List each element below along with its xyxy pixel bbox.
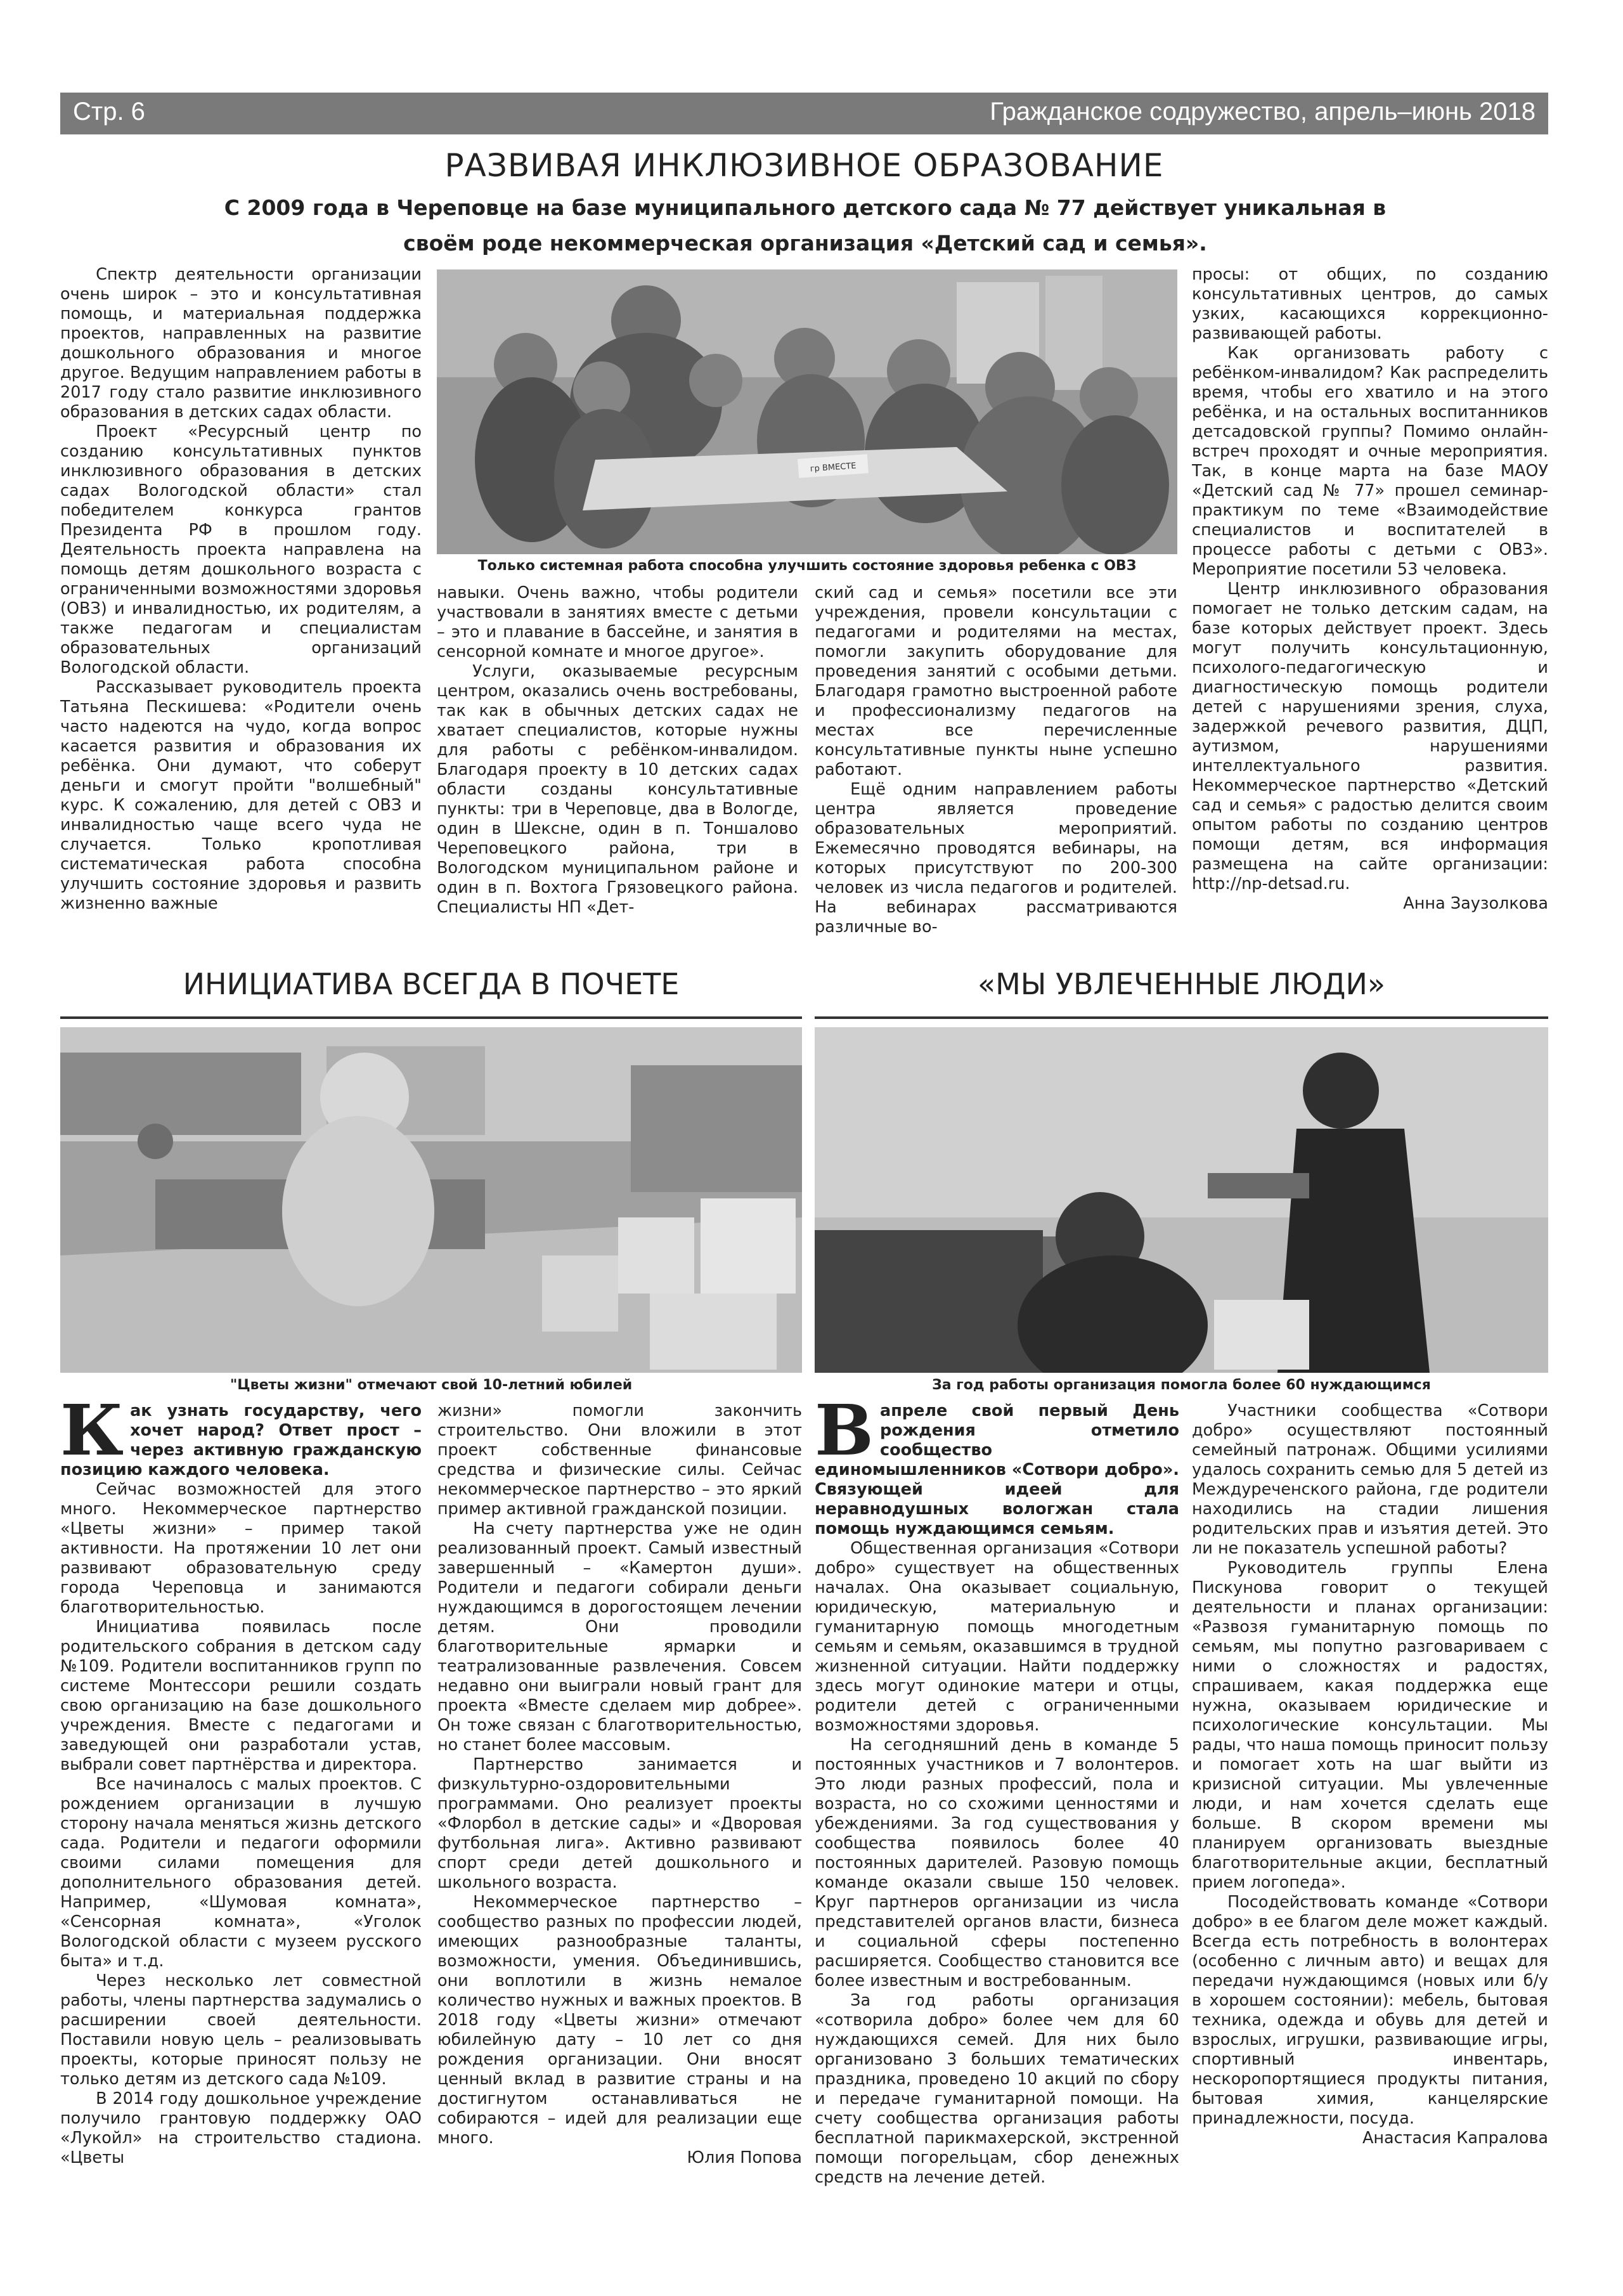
article3-column-2 — [1192, 1401, 1548, 2245]
article1-title: РАЗВИВАЯ ИНКЛЮЗИВНОЕ ОБРАЗОВАНИЕ — [444, 147, 1164, 184]
author-signature: Анастасия Капралова — [1362, 2129, 1548, 2148]
paragraph: Руководитель группы Елена Пискунова говорит о текущей деятельности и планах организации: «Развозя гуманитарную помощь по семьям, мы попутно разговариваем с ними о сложностях и радостях, спрашиваем, какая поддержка еще нужна, оказываем юридические и психологические консультации. Мы рады, что наша помощь приносит пользу и помогает хоть на шаг выйти из кризисной ситуации. Мы увлеченные люди, и нам хочется сделать еще больше. В скором времени мы планируем организовать выездные благотворительные акции, бесплатный прием логопеда». — [1192, 1559, 1548, 1892]
paragraph: Услуги, оказываемые ресурсным центром, оказались очень востребованы, так как в обычных детских садах не хватает специалистов, которые нужны для работы с ребёнком-инвалидом. Благодаря проекту в 10 детских садах области созданы консультативные пункты: три в Череповце, два в Вологде, один в Шексне, один в п. Тоншалово Череповецкого района, три в Вологодском муниципальном районе и один в п. Вохтога Грязовецкого района. Специалисты НП «Дет- — [437, 662, 798, 917]
article2-title: ИНИЦИАТИВА ВСЕГДА В ПОЧЕТЕ — [183, 967, 680, 1001]
paragraph: просы: от общих, по созданию консультативных центров, до самых узких, касающихся коррекционно-развивающей работы. — [1192, 265, 1548, 343]
page-header-bar — [60, 93, 1548, 134]
article3-photo-caption: За год работы организация помогла более 60 нуждающимся — [932, 1377, 1431, 1393]
paragraph: Как организовать работу с ребёнком-инвалидом? Как распределить время, чтобы его хватило и на этого ребёнка, и на остальных воспитанников детсадовской группы? Помимо онлайн-встреч проходят и очные мероприятия. Так, в конце марта на базе МАОУ «Детский сад № 77» прошел семинар-практикум по теме «Взаимодействие специалистов и воспитателей в процессе работы с детьми с ОВЗ». Мероприятие посетили 53 человека. — [1192, 344, 1548, 579]
author-signature: Анна Заузолкова — [1403, 894, 1548, 913]
author-signature: Юлия Попова — [687, 2148, 802, 2167]
paragraph: Посодействовать команде «Сотвори добро» в ее благом деле может каждый. Всегда есть потребность в волонтерах (особенно с личным авто) и вещах для передачи нуждающимся (новых или б/у в хорошем состоянии): мебель, бытовая техника, одежда и обувь для детей и взрослых, игрушки, развивающие игры, спортивный инвентарь, нескоропортящиеся продукты питания, бытовая химия, канцелярские принадлежности, посуда. — [1192, 1893, 1548, 2128]
article1-column-4 — [1192, 265, 1548, 947]
paragraph: Общественная организация «Сотвори добро» существует на общественных началах. Она оказывает социальную, юридическую, материальную и гуманитарную помощь многодетным семьям и семьям, оказавшимся в трудной жизненной ситуации. Найти поддержку здесь могут одинокие матери и отцы, родители детей с ограниченными возможностями здоровья. — [815, 1539, 1179, 1735]
article1-photo-caption: Только системная работа способна улучшить состояние здоровья ребенка с ОВЗ — [477, 558, 1137, 574]
paragraph: Проект «Ресурсный центр по созданию консультативных пунктов инклюзивного образования в детских садах Вологодской области» стал победителем конкурса грантов Президента РФ в прошлом году. Деятельность проекта направлена на помощь детям дошкольного возраста с ограниченными возможностями здоровья (ОВЗ) и инвалидностью, их родителям, а также педагогам и специалистам образовательных организаций Вологодской области. — [60, 422, 422, 677]
article1-column-2 — [437, 583, 798, 947]
article3-column-1 — [815, 1401, 1179, 2245]
article1-lead: С 2009 года в Череповце на базе муниципального детского сада № 77 действует уникальная в своём роде некоммерческая организация «Детский сад и семья». — [224, 195, 1387, 256]
paragraph: На сегодняшний день в команде 5 постоянных участников и 7 волонтеров. Это люди разных профессий, пола и возраста, но со схожими ценностями и убеждениями. За год существования у сообщества появилось более 40 постоянных дарителей. Разовую помощь команде оказали свыше 150 человек. Круг партнеров организации из числа представителей органов власти, бизнеса и социальной сферы постепенно расширяется. Сообщество становится все более известным и востребованным. — [815, 1735, 1179, 1990]
paragraph: Ещё одним направлением работы центра является проведение образовательных мероприятий. Ежемесячно проводятся вебинары, на которых присутствуют по 200-300 человек из числа педагогов и родителей. На вебинарах рассматриваются различные во- — [815, 780, 1177, 937]
drop-cap: К — [60, 1401, 124, 1471]
paragraph: На счету партнерства уже не один реализованный проект. Самый известный завершенный – «Камертон души». Родители и педагоги собирали деньги нуждающимся в дорогостоящем лечении детям. Они проводили благотворительные ярмарки и театрализованные развлечения. Совсем недавно они выиграли новый грант для проекта «Вместе сделаем мир добрее». Он тоже связан с благотворительностью, но станет более массовым. — [437, 1519, 802, 1754]
article2-column-1 — [60, 1401, 422, 2245]
article1-column-1 — [60, 265, 422, 947]
paragraph: Участники сообщества «Сотвори добро» осуществляют постоянный семейный патронаж. Общими усилиями удалось сохранить семью для 5 детей из Междуреченского района, где родители находились на стадии лишения родительских прав и изъятия детей. Это ли не показатель успешной работы? — [1192, 1401, 1548, 1558]
article2-photo-caption: "Цветы жизни" отмечают свой 10-летний юбилей — [230, 1377, 633, 1393]
paragraph: Некоммерческое партнерство – сообщество разных по профессии людей, имеющих разнообразные таланты, возможности, умения. Объединившись, они воплотили в жизнь немалое количество нужных и важных проектов. В 2018 году «Цветы жизни» отмечают юбилейную дату – 10 лет со дня рождения организации. Они вносят ценный вклад в развитие страны и на достигнутом останавливаться не собираются – идей для реализации еще много. — [437, 1893, 802, 2148]
photo-illustration — [60, 1027, 802, 1373]
article2-column-2 — [437, 1401, 802, 2245]
paragraph: Все начиналось с малых проектов. С рождением организации в лучшую сторону начала меняться жизнь детского сада. Родители и педагоги оформили своими силами помещения для дополнительного образования детей. Например, «Шумовая комната», «Сенсорная комната», «Уголок Вологодской области с музеем русского быта» и т.д. — [60, 1775, 422, 1971]
hairdresser-volunteer-photo — [815, 1027, 1548, 1373]
paragraph: Спектр деятельности организации очень широк – это и консультативная помощь, и материальная поддержка проектов, направленных на развитие дошкольного образования и многое другое. Ведущим направлением работы в 2017 году стало развитие инклюзивного образования в детских садах области. — [60, 265, 422, 422]
table-sign: гр ВМЕСТЕ — [810, 461, 857, 474]
paragraph: Центр инклюзивного образования помогает не только детским садам, на базе которых действует проект. Здесь могут получить консультационную, психолого-педагогическую и диагностическую помощь родители детей с нарушениями зрения, слуха, задержкой речевого развития, ДЦП, аутизмом, нарушениями интеллектуального развития. Некоммерческое партнерство «Детский сад и семья» с радостью делится своим опытом работы по созданию центров помощи детям, вся информация размещена на сайте организации: http://np-detsad.ru. — [1192, 580, 1548, 893]
paragraph: навыки. Очень важно, чтобы родители участвовали в занятиях вместе с детьми – это и плавание в бассейне, и занятия в сенсорной комнате и многое другое». — [437, 583, 798, 661]
article3-title-rule — [815, 1016, 1548, 1019]
paragraph: Рассказывает руководитель проекта Татьяна Пескишева: «Родители очень часто надеются на чудо, когда вопрос касается развития и образования их ребёнка. Они думают, что соберут деньги и смогут пройти "волшебный" курс. К сожалению, для детей с ОВЗ и инвалидностью чаще всего чуда не случается. Только кропотливая систематическая работа способна улучшить состояние здоровья и развить жизненно важные — [60, 678, 422, 913]
photo-illustration — [437, 269, 1177, 554]
article3-title: «МЫ УВЛЕЧЕННЫЕ ЛЮДИ» — [977, 967, 1386, 1001]
paragraph: За год работы организация «сотворила добро» более чем для 60 нуждающихся семей. Для них было организовано 3 больших тематических праздника, проведено 10 акций по сбору и передаче гуманитарной помощи. На счету сообщества организация работы бесплатной парикмахерской, экстренной помощи погорельцам, сбор денежных средств на лечение детей. — [815, 1991, 1179, 2187]
article2-lead: Как узнать государству, чего хочет народ? Ответ прост – через активную гражданскую позицию каждого человека. — [60, 1401, 422, 1479]
paragraph: Через несколько лет совместной работы, члены партнерства задумались о расширении своей деятельности. Поставили новую цель – реализовывать проекты, которые приносят пользу не только детям из детского сада №109. — [60, 1971, 422, 2089]
article2-title-rule — [60, 1016, 802, 1019]
drop-cap: В — [815, 1401, 874, 1471]
paragraph: Сейчас возможностей для этого много. Некоммерческое партнерство «Цветы жизни» – пример такой активности. На протяжении 10 лет они развивают образовательную среду города Череповца и занимаются благотворительностью. — [60, 1480, 422, 1617]
kindergarten-children-photo — [437, 269, 1177, 554]
paragraph: жизни» помогли закончить строительство. Они вложили в этот проект собственные финансовые средства и физические силы. Сейчас некоммерческое партнерство – это яркий пример активной гражданской позиции. — [437, 1401, 802, 1519]
girl-playing-photo — [60, 1027, 802, 1373]
paragraph: Инициатива появилась после родительского собрания в детском саду №109. Родители воспитанников групп по системе Монтессори решили создать свою организацию на базе дошкольного учреждения. Вместе с педагогами и заведующей они разработали устав, выбрали совет партнёрства и директора. — [60, 1618, 422, 1774]
photo-illustration — [815, 1027, 1548, 1373]
paragraph: ский сад и семья» посетили все эти учреждения, провели консультации с педагогами и родителями на местах, помогли закупить оборудование для проведения занятий с особыми детьми. Благодаря грамотно выстроенной работе и профессионализму педагогов на местах все перечисленные консультативные пункты ныне успешно работают. — [815, 583, 1177, 779]
paragraph: В 2014 году дошкольное учреждение получило грантовую поддержку ОАО «Лукойл» на строительство стадиона. «Цветы — [60, 2089, 422, 2167]
article3-lead: Вапреле свой первый День рождения отметило сообщество единомышленников «Сотвори добро». Связующей идеей для неравнодушных вологжан стала помощь нуждающимся семьям. — [815, 1401, 1179, 1538]
issue-info: Гражданское содружество, апрель–июнь 2018 — [990, 98, 1536, 126]
article1-column-3 — [815, 583, 1177, 947]
page-number: Стр. 6 — [73, 98, 145, 126]
paragraph: Партнерство занимается и физкультурно-оздоровительными программами. Оно реализует проекты «Флорбол в детские сады» и «Дворовая футбольная лига». Активно развивают спорт среди детей дошкольного и школьного возраста. — [437, 1755, 802, 1892]
